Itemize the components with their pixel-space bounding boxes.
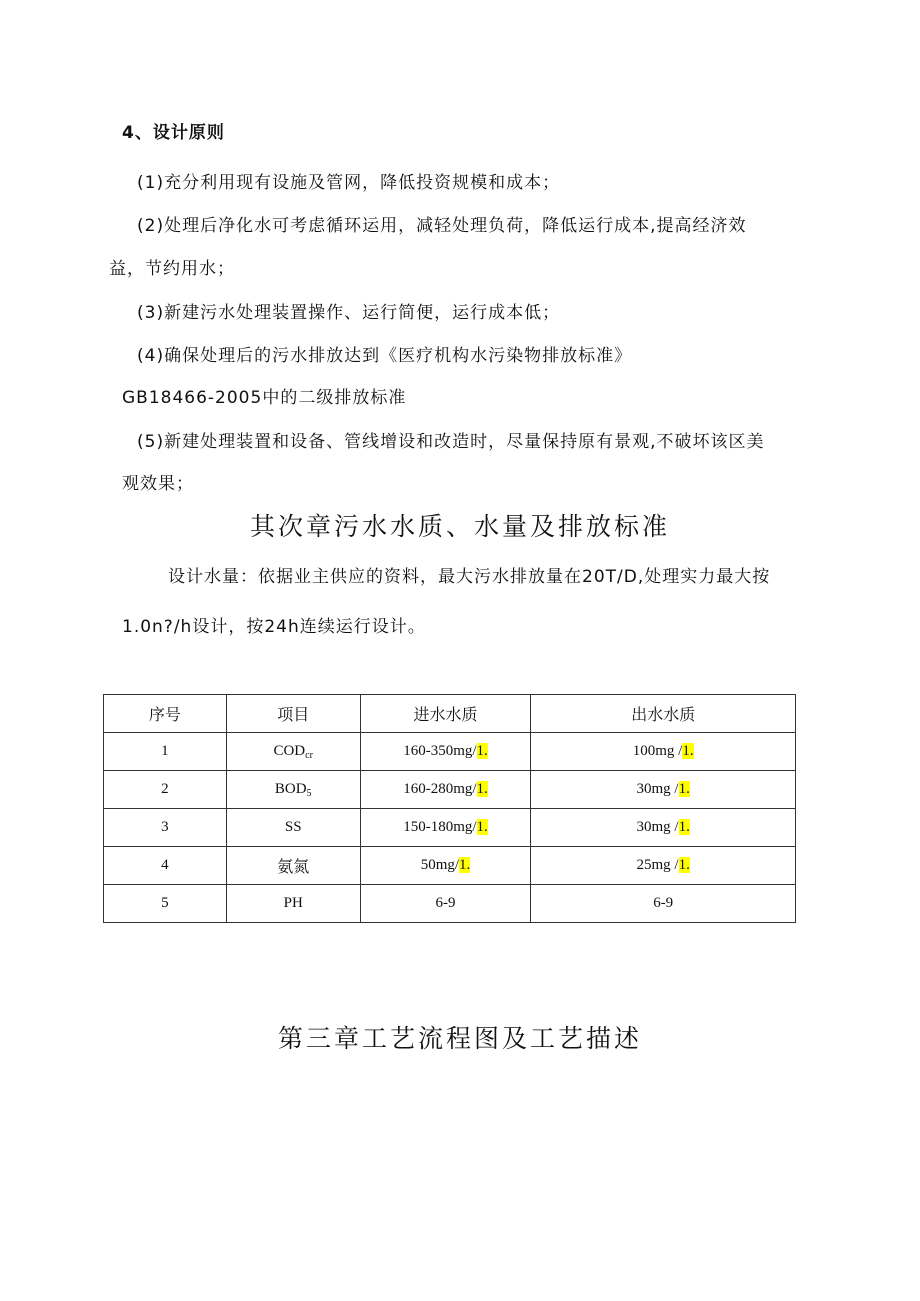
row-inflow: 6-9 [360, 885, 531, 923]
row-no: 1 [104, 733, 227, 771]
row-inflow: 160-280mg/1. [360, 771, 531, 809]
chapter-2-title: 其次章污水水质、水量及排放标准 [249, 512, 670, 541]
row-inflow: 50mg/1. [360, 847, 531, 885]
row-no: 4 [104, 847, 227, 885]
principle-1: (1)充分利用现有设施及管网，降低投资规模和成本； [137, 173, 561, 193]
row-item: 氨氮 [226, 847, 360, 885]
design-capacity-line-1: 设计水量：依据业主供应的资料，最大污水排放量在20T/D,处理实力最大按 [168, 567, 771, 587]
principle-4-line-2: GB18466-2005中的二级排放标准 [122, 388, 407, 408]
table-row [104, 771, 796, 809]
row-outflow: 25mg /1. [531, 847, 796, 885]
row-item: SS [226, 809, 360, 847]
table-row [104, 885, 796, 923]
header-item: 项目 [226, 695, 360, 733]
design-capacity-line-2: 1.0n?/h设计，按24h连续运行设计。 [122, 617, 426, 637]
row-outflow: 100mg /1. [531, 733, 796, 771]
table-row [104, 809, 796, 847]
row-inflow: 150-180mg/1. [360, 809, 531, 847]
header-no: 序号 [104, 695, 227, 733]
row-no: 2 [104, 771, 227, 809]
row-outflow: 30mg /1. [531, 771, 796, 809]
principle-5-line-2: 观效果； [122, 474, 194, 494]
table-row [104, 733, 796, 771]
principle-2-line-1: (2)处理后净化水可考虑循环运用，减轻处理负荷，降低运行成本,提高经济效 [137, 216, 747, 236]
header-inflow: 进水水质 [360, 695, 531, 733]
row-no: 5 [104, 885, 227, 923]
table-header-row [104, 695, 796, 733]
row-inflow: 160-350mg/1. [360, 733, 531, 771]
row-outflow: 30mg /1. [531, 809, 796, 847]
chapter-3-title: 第三章工艺流程图及工艺描述 [277, 1024, 642, 1053]
principle-2-line-2: 益，节约用水； [109, 259, 235, 279]
row-item: PH [226, 885, 360, 923]
row-item: $BOD_5$ [226, 771, 360, 809]
principle-4-line-1: (4)确保处理后的污水排放达到《医疗机构水污染物排放标准》 [137, 346, 633, 366]
water-quality-table [103, 694, 796, 923]
row-outflow: 6-9 [531, 885, 796, 923]
principle-5-line-1: (5)新建处理装置和设备、管线增设和改造时，尽量保持原有景观,不破坏该区美 [137, 432, 765, 452]
table-row [104, 847, 796, 885]
principle-3: (3)新建污水处理装置操作、运行简便，运行成本低； [137, 303, 561, 323]
section-heading: 4、设计原则 [122, 123, 225, 143]
row-no: 3 [104, 809, 227, 847]
header-outflow: 出水水质 [531, 695, 796, 733]
row-item: $COD_{cr}$ [226, 733, 360, 771]
